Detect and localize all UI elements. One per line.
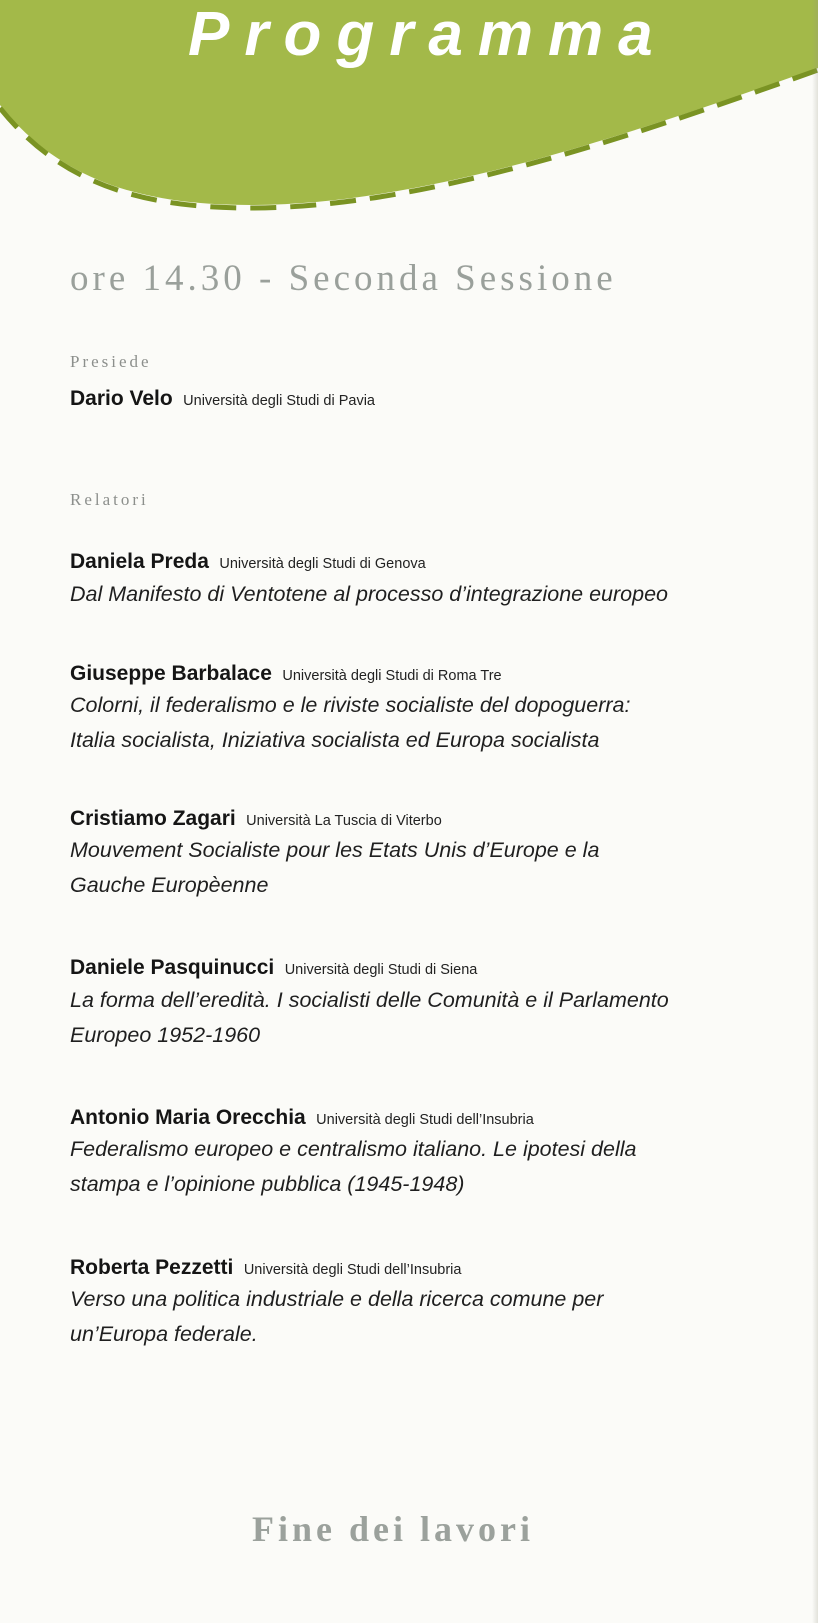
talk-title-line: Italia socialista, Iniziativa socialista ed Europa socialista: [70, 728, 600, 752]
talk-title: [70, 833, 770, 903]
presiede-label: Presiede: [70, 352, 152, 371]
speaker-affiliation: Università degli Studi dell’Insubria: [243, 1262, 462, 1278]
talk-title-line: Federalismo europeo e centralismo italiano. Le ipotesi della: [70, 1137, 637, 1161]
talk-title: [70, 1282, 770, 1352]
talk-title-line: Dal Manifesto di Ventotene al processo d’integrazione europeo: [70, 582, 669, 606]
speaker-line: [70, 1105, 534, 1130]
speaker-affiliation: Università degli Studi dell’Insubria: [316, 1112, 534, 1128]
talk-title-line: Mouvement Socialiste pour les Etats Unis d’Europe e la: [70, 838, 600, 862]
talk-title-line: La forma dell’eredità. I socialisti delle Comunità e il Parlamento: [70, 988, 669, 1012]
speaker-affiliation: Università La Tuscia di Viterbo: [246, 813, 442, 829]
speaker-affiliation: Università degli Studi di Siena: [284, 962, 478, 978]
programma-title: Programma: [188, 0, 668, 69]
talk-title: [70, 577, 770, 612]
session-heading: ore 14.30 - Seconda Sessione: [70, 258, 617, 299]
talk-title-line: stampa e l’opinione pubblica (1945-1948): [70, 1172, 465, 1196]
speaker-name: Daniele Pasquinucci: [70, 956, 275, 979]
speaker-affiliation: Università degli Studi di Roma Tre: [282, 668, 502, 684]
chair-name: Dario Velo: [70, 387, 173, 410]
talk-title-line: Verso una politica industriale e della ricerca comune per: [70, 1287, 604, 1311]
speaker-name: Giuseppe Barbalace: [70, 662, 272, 685]
speaker-name: Roberta Pezzetti: [70, 1256, 234, 1279]
relatori-label: Relatori: [70, 490, 149, 509]
talk-title-line: Europeo 1952-1960: [70, 1023, 261, 1047]
talk-title: [70, 1132, 770, 1202]
speaker-line: [70, 1255, 461, 1280]
talk-title: [70, 983, 770, 1053]
speaker-name: Daniela Preda: [70, 550, 209, 573]
chair-line: [70, 386, 375, 411]
speaker-line: [70, 806, 442, 831]
chair-affiliation: Università degli Studi di Pavia: [183, 393, 375, 409]
page-edge-shadow: [812, 0, 818, 1623]
speaker-name: Cristiamo Zagari: [70, 807, 236, 830]
speaker-name: Antonio Maria Orecchia: [70, 1106, 306, 1129]
speaker-line: [70, 661, 502, 686]
talk-title-line: Gauche Europèenne: [70, 873, 269, 897]
closing-heading: Fine dei lavori: [252, 1509, 534, 1549]
speaker-affiliation: Università degli Studi di Genova: [219, 556, 426, 572]
speaker-line: [70, 549, 426, 574]
talk-title-line: Colorni, il federalismo e le riviste socialiste del dopoguerra:: [70, 693, 631, 717]
speaker-line: [70, 955, 477, 980]
talk-title: [70, 688, 770, 758]
talk-title-line: un’Europa federale.: [70, 1322, 258, 1346]
